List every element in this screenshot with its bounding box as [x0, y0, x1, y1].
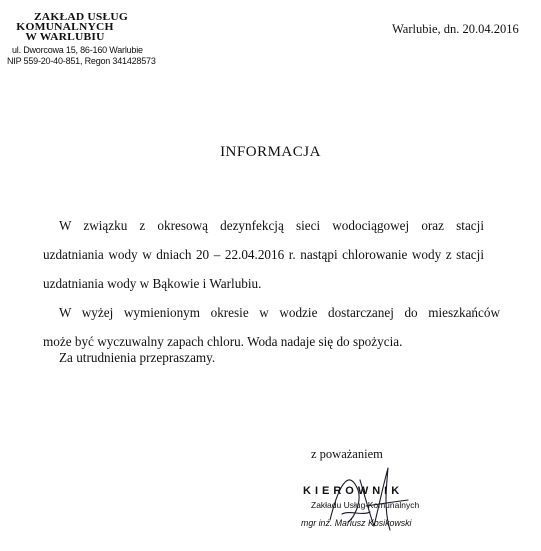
company-stamp	[6, 12, 206, 67]
closing-regards: z poważaniem	[311, 447, 383, 461]
company-name-line-3: W WARLUBIU	[25, 31, 105, 43]
paragraph-2-line-2: może być wyczuwalny zapach chloru. Woda nadaje się do spożycia.	[43, 334, 403, 349]
document-title: INFORMACJA	[220, 144, 321, 160]
paragraph-1-line-2: uzdatniania wody w dniach 20 – 22.04.2016 r. nastąpi chlorowanie wody z stacji	[43, 247, 484, 262]
signature-stamp-unit: Zakładu Usług Komunalnych	[311, 500, 420, 510]
paragraph-1-line-3: uzdatniania wody w Bąkowie i Warlubiu.	[43, 276, 262, 291]
place-date: Warlubie, dn. 20.04.2016	[392, 22, 519, 36]
company-name-line-2: KOMUNALNYCH	[16, 21, 114, 33]
company-ids: NIP 559-20-40-851, Regon 341428573	[7, 56, 156, 66]
paragraph-3	[59, 343, 484, 372]
paragraph-1	[43, 211, 484, 298]
paragraph-1-line-1: W związku z okresową dezynfekcją sieci wodociągowej oraz stacji	[59, 218, 484, 233]
paragraph-2-line-1: W wyżej wymienionym okresie w wodzie dostarczanej do mieszkańców	[59, 305, 500, 320]
company-name-line-1: ZAKŁAD USŁUG	[33, 11, 129, 23]
company-address: ul. Dworcowa 15, 86-160 Warlubie	[12, 45, 143, 55]
signature-stamp-title: KIEROWNIK	[303, 485, 404, 497]
paragraph-3-line: Za utrudnienia przepraszamy.	[59, 350, 216, 365]
signature-stamp-name: mgr inż. Mariusz Kosikowski	[301, 518, 412, 528]
